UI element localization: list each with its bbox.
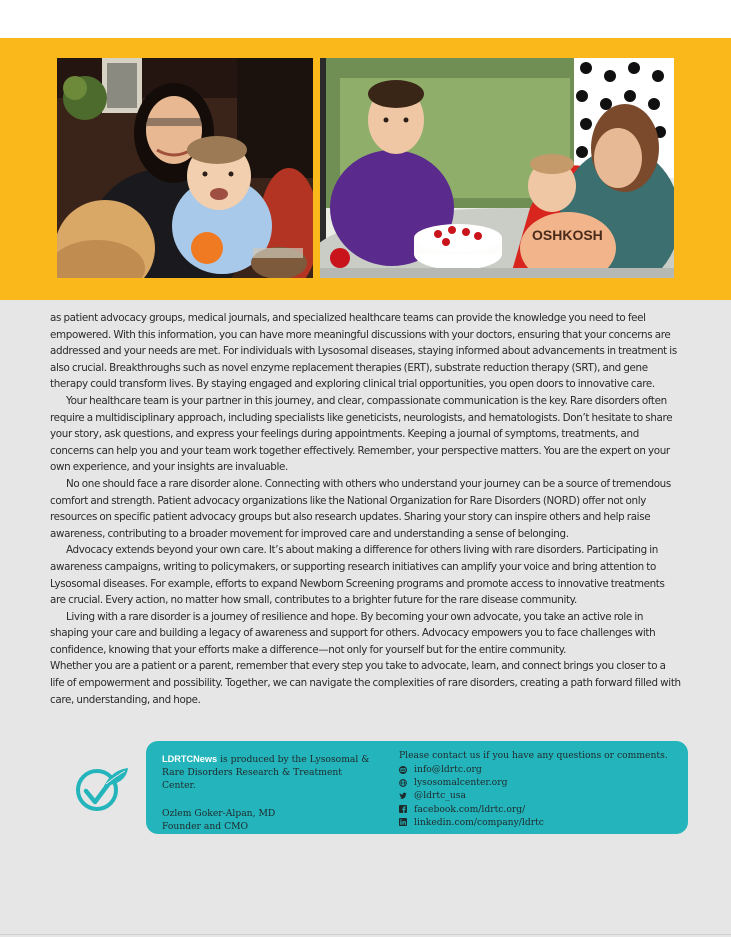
publisher-statement bbox=[162, 753, 377, 792]
article-paragraph: Your healthcare team is your partner in this journey, and clear, compassionate communication is the key. Rare disorders often require a multidisciplinary approach, including specialists like geneticists, neurologists, and hematologists. Don’t hesitate to share your story, ask questions, and express your feelings during appointments. Keeping a journal of symptoms, treatments, and concerns can help you and your team work together effectively. Remember, your perspective matters. You are the expert on your own experience, and your insights are invaluable. bbox=[50, 394, 673, 474]
contact-website[interactable] bbox=[399, 776, 684, 789]
contact-linkedin[interactable] bbox=[399, 816, 684, 829]
globe-icon bbox=[399, 779, 407, 787]
person-name: Ozlem Goker-Alpan, MD bbox=[162, 808, 276, 819]
facebook-icon bbox=[399, 805, 407, 813]
article-paragraph: No one should face a rare disorder alone. Connecting with others who understand your journey can be a source of tremendous comfort and strength. Patient advocacy organizations like the National Organization for Rare Disorders (NORD) offer not only resources on specific patient advocacy groups but also research updates. Sharing your story can inspire others and help raise awareness, contributing to a broader movement for improved care and understanding a sense of belonging. bbox=[50, 477, 671, 540]
contact-facebook[interactable] bbox=[399, 803, 684, 816]
contact-text: info@ldrtc.org bbox=[414, 764, 482, 776]
contact-text: linkedin.com/company/ldrtc bbox=[414, 816, 544, 828]
linkedin-icon bbox=[399, 818, 407, 826]
publisher-info bbox=[162, 753, 377, 833]
contact-text: @ldrtc_usa bbox=[414, 790, 466, 802]
svg-text:OSHKOSH: OSHKOSH bbox=[532, 227, 603, 243]
footer-card bbox=[146, 741, 688, 834]
article-paragraph: as patient advocacy groups, medical journals, and specialized healthcare teams can provide the knowledge you need to feel empowered. With this information, you can have more meaningful discussions with your doctors, ensuring that your concerns are addressed and your needs are met. For individuals with Lysosomal diseases, staying informed about advancements in treatment is also crucial. Breakthroughs such as novel enzyme replacement therapies (ERT), substrate reduction therapy (SRT), and gene therapy could transform lives. By staying engaged and exploring clinical trial opportunities, you open doors to innovative care. bbox=[50, 312, 677, 391]
contact-text: lysosomalcenter.org bbox=[414, 777, 508, 789]
article-paragraph: Advocacy extends beyond your own care. It’s about making a difference for others living with rare disorders. Participating in awareness campaigns, writing to policymakers, or supporting research initiatives can amplify your voice and bring attention to Lysosomal diseases. For example, efforts to expand Newborn Screening programs and promote access to innovative treatments are crucial. Every action, no matter how small, contributes to a brighter future for the rare disease community. bbox=[50, 544, 665, 607]
article-body bbox=[50, 310, 682, 708]
contact-info bbox=[399, 749, 684, 829]
email-icon bbox=[399, 766, 407, 774]
contact-text: facebook.com/ldrtc.org/ bbox=[414, 803, 526, 815]
article-paragraph: Whether you are a patient or a parent, remember that every step you take to advocate, learn, and connect brings you closer to a life of empowerment and possibility. Together, we can navigate the complexities of rare disorders, creating a path forward filled with care, understanding, and hope. bbox=[50, 660, 681, 706]
article-paragraph: Living with a rare disorder is a journey of resilience and hope. By becoming your own advocate, you take an active role in shaping your care and building a legacy of awareness and support for others. Advocacy empowers you to face challenges with confidence, knowing that your efforts make a difference—not only for yourself but for the entire community. bbox=[50, 610, 656, 656]
bottom-rule bbox=[0, 934, 731, 935]
produced-by-text: is produced by the Lysosomal & Rare Disorders Research & Treatment Center. bbox=[162, 754, 370, 791]
contact-email[interactable] bbox=[399, 763, 684, 776]
top-margin bbox=[0, 0, 731, 38]
person-title: Founder and CMO bbox=[162, 821, 249, 832]
photo-birthday-cake bbox=[320, 58, 674, 278]
leaf-logo-icon bbox=[70, 764, 130, 814]
twitter-icon bbox=[399, 792, 407, 800]
brand-name: LDRTCNews bbox=[162, 754, 218, 764]
contact-heading: Please contact us if you have any questions or comments. bbox=[399, 750, 668, 761]
photo-mother-and-toddler bbox=[57, 58, 313, 278]
contact-twitter[interactable] bbox=[399, 789, 684, 802]
